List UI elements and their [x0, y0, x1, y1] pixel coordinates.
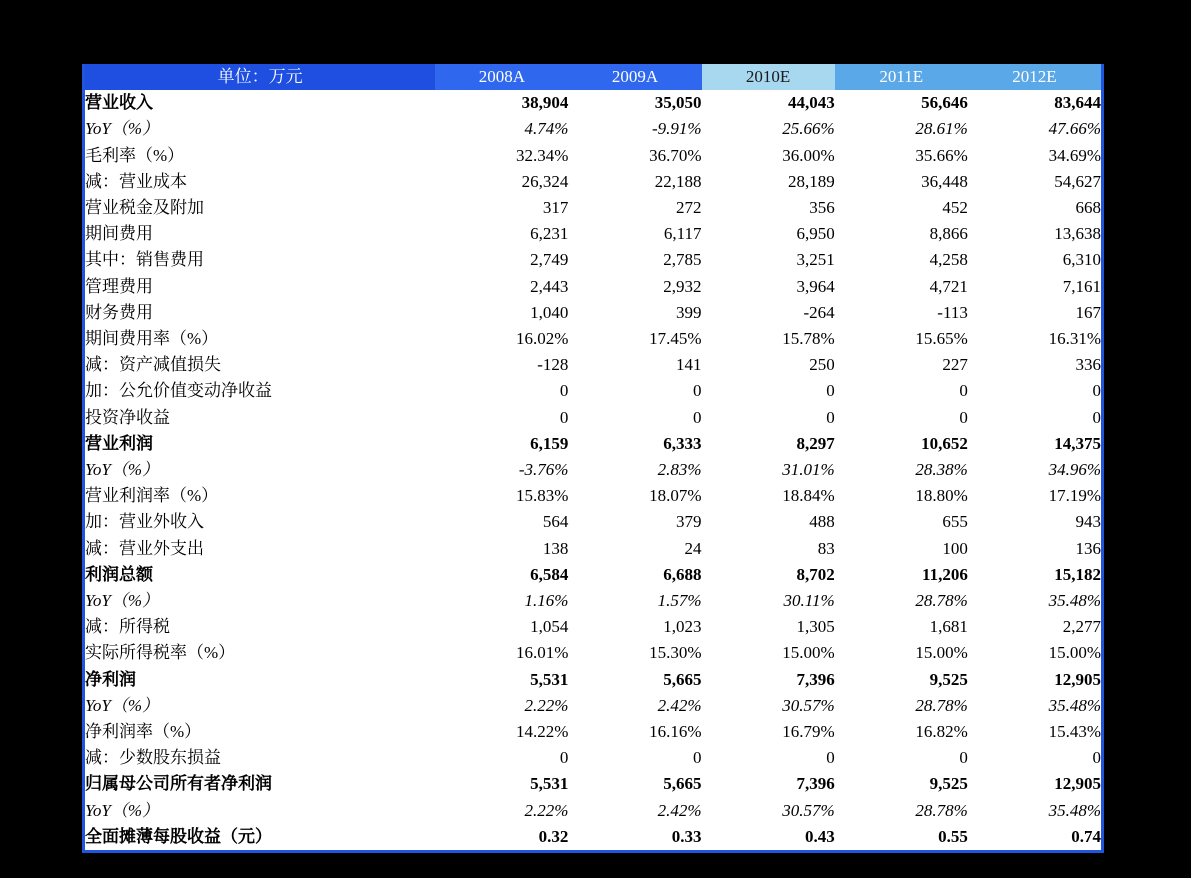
row-value: 3,964	[796, 276, 835, 296]
row-value: 83	[817, 538, 835, 558]
row-value: 16.01%	[515, 643, 569, 663]
row-value: 18.84%	[782, 486, 835, 506]
table-row	[85, 405, 1101, 431]
row-label: 营业税金及附加	[85, 198, 204, 218]
row-value: 1.57%	[657, 591, 702, 611]
row-value: 2.42%	[657, 800, 702, 820]
row-value: 5,531	[530, 774, 569, 794]
row-value: 14.22%	[515, 722, 569, 742]
row-value: 564	[542, 512, 569, 532]
row-value: 35.66%	[915, 145, 968, 165]
row-value: 0.33	[671, 826, 702, 846]
row-value: 1,040	[530, 302, 569, 322]
row-value: 1,023	[663, 617, 702, 637]
row-value: 9,525	[929, 774, 968, 794]
row-value: 36,448	[921, 171, 968, 191]
row-value: 138	[542, 538, 569, 558]
row-value: -113	[937, 302, 968, 322]
table-row	[85, 588, 1101, 614]
row-label: 财务费用	[85, 302, 153, 322]
row-label: 减：资产减值损失	[85, 355, 221, 375]
table-row	[85, 300, 1101, 326]
table-row	[85, 431, 1101, 457]
row-value: 16.16%	[649, 722, 702, 742]
row-value: 6,159	[530, 433, 569, 453]
row-value: 18.07%	[649, 486, 702, 506]
row-label: 期间费用率（%）	[85, 329, 219, 349]
row-value: 5,665	[663, 669, 702, 689]
table-row	[85, 640, 1101, 666]
row-label: 净利润率（%）	[85, 722, 202, 742]
row-value: 0	[1092, 381, 1101, 401]
row-label: 营业利润	[85, 433, 153, 453]
row-label: 加：营业外收入	[85, 512, 204, 532]
row-value: 30.57%	[782, 800, 835, 820]
table-row	[85, 143, 1101, 169]
row-value: 14,375	[1054, 433, 1101, 453]
row-value: 25.66%	[782, 119, 835, 139]
row-value: 35,050	[654, 93, 702, 113]
row-value: 15.00%	[1048, 643, 1101, 663]
row-value: 16.79%	[782, 722, 835, 742]
row-label: 投资净收益	[85, 407, 170, 427]
row-value: 8,702	[796, 564, 835, 584]
table-row	[85, 745, 1101, 771]
header-col-2011e: 2011E	[835, 64, 968, 90]
row-value: 2,749	[530, 250, 569, 270]
table-row	[85, 771, 1101, 797]
row-value: 4,721	[929, 276, 968, 296]
row-value: 0	[559, 407, 569, 427]
row-value: 28.78%	[915, 695, 968, 715]
table-row	[85, 169, 1101, 195]
row-value: 0	[1092, 748, 1101, 768]
row-label: 其中：销售费用	[85, 250, 204, 270]
row-label: 全面摊薄每股收益（元）	[85, 826, 272, 846]
row-value: 0	[693, 748, 702, 768]
row-value: 6,584	[530, 564, 569, 584]
row-value: 16.02%	[515, 329, 569, 349]
row-value: 35.48%	[1048, 695, 1101, 715]
row-label: YoY（%）	[85, 591, 160, 611]
table-row	[85, 614, 1101, 640]
table-header	[85, 64, 1101, 90]
row-value: 6,688	[663, 564, 702, 584]
row-value: 2.83%	[657, 460, 702, 480]
row-label: 减：营业外支出	[85, 538, 204, 558]
header-col-2009a: 2009A	[568, 64, 701, 90]
row-value: 83,644	[1054, 93, 1101, 113]
header-unit-label: 单位：万元	[85, 64, 435, 90]
header-col-2012e: 2012E	[968, 64, 1101, 90]
row-value: 0	[959, 407, 968, 427]
row-value: 36.00%	[782, 145, 835, 165]
row-value: 56,646	[921, 93, 968, 113]
header-col-2010e: 2010E	[702, 64, 835, 90]
row-value: -264	[803, 302, 835, 322]
row-value: 18.80%	[915, 486, 968, 506]
row-value: -3.76%	[518, 460, 569, 480]
table-row	[85, 562, 1101, 588]
table-row	[85, 824, 1101, 850]
table-row	[85, 483, 1101, 509]
row-value: 17.45%	[649, 329, 702, 349]
row-value: 9,525	[929, 669, 968, 689]
row-value: 6,117	[663, 224, 702, 244]
row-value: 2,785	[663, 250, 702, 270]
row-label: 归属母公司所有者净利润	[85, 774, 272, 794]
table-row	[85, 326, 1101, 352]
row-value: 8,297	[796, 433, 835, 453]
row-value: 35.48%	[1048, 800, 1101, 820]
row-value: 28.38%	[915, 460, 968, 480]
row-value: 24	[684, 538, 702, 558]
row-label: 毛利率（%）	[85, 145, 185, 165]
row-value: 379	[676, 512, 702, 532]
row-value: 2,277	[1062, 617, 1101, 637]
row-value: 0	[1092, 407, 1101, 427]
row-label: 管理费用	[85, 276, 153, 296]
table-row	[85, 457, 1101, 483]
financial-table-container	[82, 64, 1104, 853]
row-label: 减：所得税	[85, 617, 170, 637]
row-value: 10,652	[921, 433, 968, 453]
row-value: 13,638	[1054, 224, 1101, 244]
row-value: 15.78%	[782, 329, 835, 349]
row-value: 32.34%	[515, 145, 569, 165]
row-value: 356	[809, 198, 835, 218]
row-value: 0	[559, 748, 569, 768]
row-value: 2,443	[530, 276, 569, 296]
row-value: 47.66%	[1048, 119, 1101, 139]
row-label: 利润总额	[85, 564, 153, 584]
row-value: -9.91%	[651, 119, 702, 139]
table-row	[85, 90, 1101, 116]
row-value: 6,310	[1062, 250, 1101, 270]
row-value: 8,866	[929, 224, 968, 244]
row-value: 7,396	[796, 669, 835, 689]
row-value: 100	[942, 538, 968, 558]
table-row	[85, 509, 1101, 535]
row-value: 2,932	[663, 276, 702, 296]
row-label: YoY（%）	[85, 460, 160, 480]
row-value: 4,258	[929, 250, 968, 270]
row-value: 6,231	[530, 224, 569, 244]
row-label: 营业利润率（%）	[85, 486, 219, 506]
row-value: 15.30%	[649, 643, 702, 663]
row-value: 1,681	[929, 617, 968, 637]
row-value: 28,189	[787, 171, 835, 191]
table-row	[85, 667, 1101, 693]
row-value: 44,043	[787, 93, 835, 113]
row-value: 0	[959, 381, 968, 401]
row-value: 30.57%	[782, 695, 835, 715]
row-value: 36.70%	[649, 145, 702, 165]
row-value: 452	[942, 198, 968, 218]
row-value: 399	[676, 302, 702, 322]
row-value: 141	[676, 355, 702, 375]
row-label: YoY（%）	[85, 800, 160, 820]
row-label: 加：公允价值变动净收益	[85, 381, 272, 401]
row-value: 30.11%	[783, 591, 835, 611]
row-value: 38,904	[521, 93, 569, 113]
table-row	[85, 719, 1101, 745]
row-value: 28.61%	[915, 119, 968, 139]
row-label: 实际所得税率（%）	[85, 643, 236, 663]
row-value: 0.55	[938, 826, 968, 846]
row-value: 2.42%	[657, 695, 702, 715]
row-label: 净利润	[85, 669, 136, 689]
row-value: 3,251	[796, 250, 835, 270]
table-row	[85, 247, 1101, 273]
row-value: 6,333	[663, 433, 702, 453]
row-value: 15.83%	[515, 486, 569, 506]
table-row	[85, 274, 1101, 300]
row-value: 0	[826, 381, 835, 401]
row-value: 943	[1075, 512, 1101, 532]
row-value: 0	[559, 381, 569, 401]
row-value: 16.31%	[1048, 329, 1101, 349]
row-value: 15.00%	[782, 643, 835, 663]
row-value: 15,182	[1054, 564, 1101, 584]
row-value: -128	[537, 355, 569, 375]
table-row	[85, 195, 1101, 221]
row-value: 227	[942, 355, 968, 375]
row-value: 22,188	[654, 171, 702, 191]
row-value: 7,396	[796, 774, 835, 794]
row-value: 11,206	[922, 564, 968, 584]
row-value: 17.19%	[1048, 486, 1101, 506]
table-row	[85, 536, 1101, 562]
row-label: 营业收入	[85, 93, 153, 113]
row-value: 15.43%	[1048, 722, 1101, 742]
row-value: 167	[1075, 302, 1101, 322]
row-value: 28.78%	[915, 800, 968, 820]
row-value: 0	[693, 407, 702, 427]
row-value: 2.22%	[524, 695, 569, 715]
row-value: 34.96%	[1048, 460, 1101, 480]
row-value: 16.82%	[915, 722, 968, 742]
row-value: 136	[1075, 538, 1101, 558]
table-row	[85, 798, 1101, 824]
row-value: 54,627	[1054, 171, 1101, 191]
row-value: 0.74	[1071, 826, 1101, 846]
row-value: 488	[809, 512, 835, 532]
row-value: 1,054	[530, 617, 569, 637]
row-value: 4.74%	[524, 119, 569, 139]
row-value: 0.43	[804, 826, 835, 846]
row-value: 5,665	[663, 774, 702, 794]
row-value: 15.65%	[915, 329, 968, 349]
row-value: 28.78%	[915, 591, 968, 611]
row-value: 1,305	[796, 617, 835, 637]
row-value: 668	[1075, 198, 1101, 218]
header-col-2008a: 2008A	[435, 64, 568, 90]
row-value: 15.00%	[915, 643, 968, 663]
row-value: 272	[676, 198, 702, 218]
row-value: 655	[942, 512, 968, 532]
table-row	[85, 116, 1101, 142]
row-value: 6,950	[796, 224, 835, 244]
row-label: 减：营业成本	[85, 171, 187, 191]
row-value: 35.48%	[1048, 591, 1101, 611]
row-label: YoY（%）	[85, 695, 160, 715]
row-value: 5,531	[530, 669, 569, 689]
row-value: 317	[542, 198, 569, 218]
row-value: 34.69%	[1048, 145, 1101, 165]
row-label: 减：少数股东损益	[85, 748, 221, 768]
row-value: 0	[826, 407, 835, 427]
table-body	[85, 90, 1101, 850]
financial-forecast-table	[85, 64, 1101, 850]
row-value: 26,324	[521, 171, 569, 191]
row-value: 12,905	[1054, 669, 1101, 689]
row-value: 1.16%	[524, 591, 569, 611]
row-value: 336	[1075, 355, 1101, 375]
row-label: 期间费用	[85, 224, 153, 244]
table-row	[85, 221, 1101, 247]
table-row	[85, 352, 1101, 378]
table-row	[85, 693, 1101, 719]
row-value: 31.01%	[782, 460, 835, 480]
row-value: 7,161	[1062, 276, 1101, 296]
row-value: 0	[959, 748, 968, 768]
row-value: 2.22%	[524, 800, 569, 820]
row-label: YoY（%）	[85, 119, 160, 139]
row-value: 0	[826, 748, 835, 768]
table-header-row	[85, 64, 1101, 90]
row-value: 12,905	[1054, 774, 1101, 794]
row-value: 0.32	[538, 826, 569, 846]
row-value: 0	[693, 381, 702, 401]
row-value: 250	[809, 355, 835, 375]
table-row	[85, 378, 1101, 404]
